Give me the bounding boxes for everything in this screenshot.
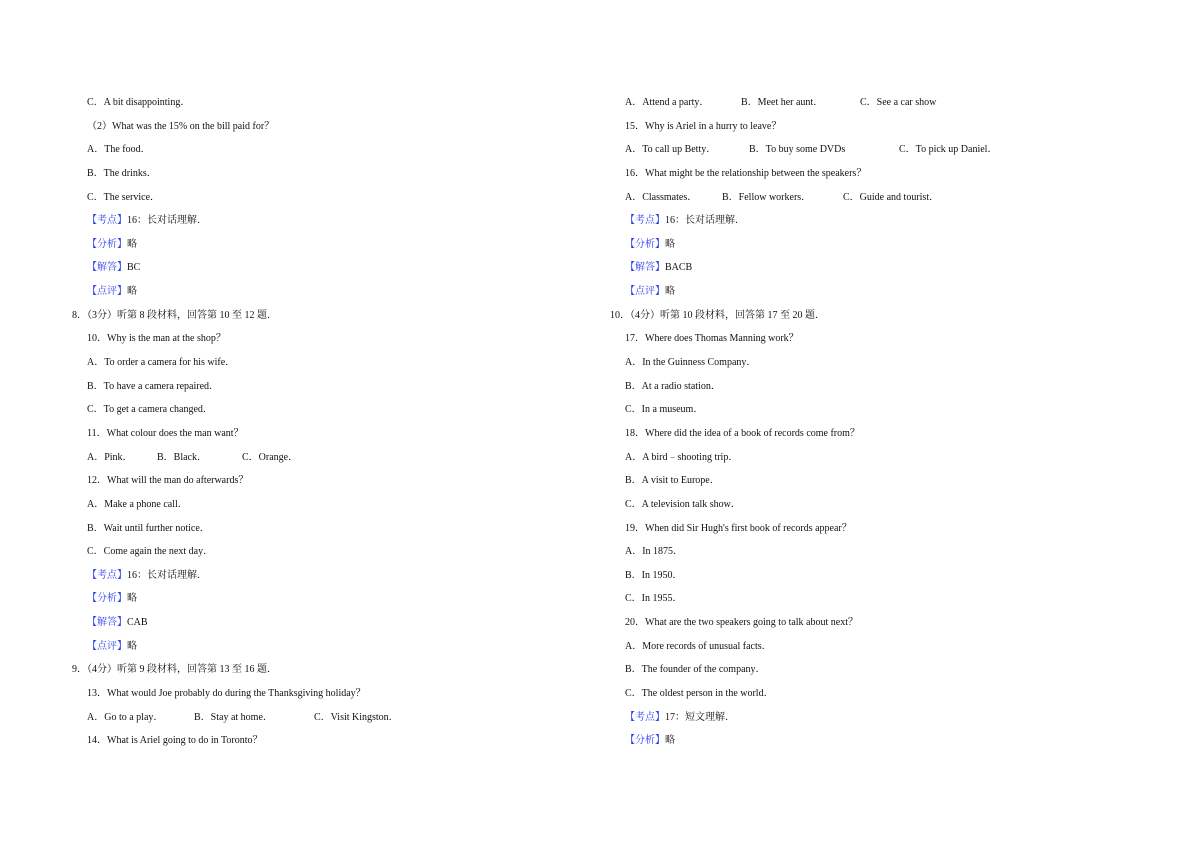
text-line: [72, 91, 552, 115]
annotation-line: [72, 256, 552, 280]
line-text: BC: [127, 262, 141, 274]
line-text: 16：长对话理解．: [665, 215, 745, 227]
annotation-tag: 【分析】: [87, 238, 127, 250]
line-text: 13．What would Joe probably do during the Thanksgiving holiday？: [87, 688, 366, 700]
line-text: A．In the Guinness Company．: [625, 357, 757, 369]
annotation-tag: 【考点】: [625, 215, 665, 227]
line-text: C．The oldest person in the world．: [625, 688, 774, 700]
text-line: [610, 398, 1090, 422]
line-text: C．A television talk show．: [625, 498, 741, 510]
answer-option: B．Stay at home．: [194, 711, 273, 723]
text-line: [610, 682, 1090, 706]
text-line: [72, 729, 552, 753]
line-text: 11．What colour does the man want？: [87, 427, 244, 439]
line-text: 12．What will the man do afterwards？: [87, 475, 249, 487]
answer-option: C．Visit Kingston．: [314, 711, 399, 723]
line-text: 10．Why is the man at the shop？: [87, 333, 226, 345]
line-text: CAB: [127, 617, 148, 629]
line-text: C．In 1955．: [625, 593, 683, 605]
line-text: 略: [127, 640, 137, 652]
text-line: [610, 493, 1090, 517]
line-text: A．To order a camera for his wife．: [87, 357, 236, 369]
line-text: 略: [127, 286, 137, 298]
text-line: [610, 658, 1090, 682]
annotation-line: [610, 280, 1090, 304]
annotation-tag: 【点评】: [625, 286, 665, 298]
section-heading: [610, 304, 1090, 328]
annotation-tag: 【分析】: [625, 735, 665, 747]
answer-option: A．Attend a party．: [625, 97, 710, 108]
answer-option: A．Classmates．: [625, 191, 698, 203]
annotation-tag: 【考点】: [625, 711, 665, 723]
text-line: [610, 587, 1090, 611]
text-line: [610, 422, 1090, 446]
text-line: [72, 138, 552, 162]
text-line: [610, 540, 1090, 564]
annotation-line: [72, 635, 552, 659]
answer-options: [610, 91, 1090, 115]
annotation-line: [72, 233, 552, 257]
text-line: [72, 398, 552, 422]
annotation-tag: 【解答】: [87, 617, 127, 629]
line-text: A．A bird﹣shooting trip．: [625, 451, 739, 463]
line-text: B．A visit to Europe．: [625, 475, 720, 487]
line-text: B．In 1950．: [625, 569, 683, 581]
line-text: 9．（4分）听第 9 段材料，回答第 13 至 16 题．: [72, 664, 277, 676]
line-text: BACB: [665, 262, 693, 274]
line-text: A．In 1875．: [625, 546, 684, 558]
line-text: 17．Where does Thomas Manning work？: [625, 333, 799, 345]
annotation-line: [610, 209, 1090, 233]
annotation-tag: 【分析】: [625, 238, 665, 250]
answer-option: A．Pink．: [87, 451, 133, 463]
line-text: 16：长对话理解．: [127, 215, 207, 227]
text-line: [610, 635, 1090, 659]
line-text: 10．（4分）听第 10 段材料，回答第 17 至 20 题．: [610, 309, 825, 321]
answer-option: C．To pick up Daniel．: [899, 144, 998, 156]
text-line: [610, 327, 1090, 351]
text-line: [72, 186, 552, 210]
answer-options: [72, 706, 552, 730]
right-column: [610, 91, 1090, 753]
line-text: 17：短文理解．: [665, 711, 735, 723]
answer-options: [610, 186, 1090, 210]
line-text: B．At a radio station．: [625, 380, 721, 392]
line-text: 14．What is Ariel going to do in Toronto？: [87, 735, 263, 747]
line-text: 略: [127, 593, 137, 605]
line-text: C．The service．: [87, 191, 161, 203]
annotation-line: [72, 209, 552, 233]
line-text: 19．When did Sir Hugh's first book of records appear？: [625, 522, 852, 534]
line-text: C．A bit disappointing．: [87, 97, 191, 108]
line-text: A．More records of unusual facts．: [625, 640, 772, 652]
annotation-line: [72, 564, 552, 588]
answer-option: B．Black．: [157, 451, 207, 463]
text-line: [72, 351, 552, 375]
line-text: 略: [665, 238, 675, 250]
annotation-line: [610, 729, 1090, 753]
annotation-line: [610, 233, 1090, 257]
line-text: B．Wait until further notice．: [87, 522, 210, 534]
annotation-tag: 【考点】: [87, 215, 127, 227]
answer-option: C．See a car show: [860, 97, 937, 108]
line-text: C．To get a camera changed．: [87, 404, 213, 416]
line-text: 15．Why is Ariel in a hurry to leave？: [625, 120, 782, 132]
answer-options: [72, 446, 552, 470]
answer-options: [610, 138, 1090, 162]
line-text: 8．（3分）听第 8 段材料，回答第 10 至 12 题．: [72, 309, 277, 321]
text-line: [610, 564, 1090, 588]
section-heading: [72, 658, 552, 682]
line-text: A．Make a phone call．: [87, 498, 188, 510]
answer-option: B．Fellow workers．: [722, 191, 812, 203]
annotation-tag: 【点评】: [87, 286, 127, 298]
annotation-tag: 【解答】: [87, 262, 127, 274]
line-text: A．The food．: [87, 144, 151, 156]
annotation-tag: 【解答】: [625, 262, 665, 274]
answer-option: C．Orange．: [242, 451, 299, 463]
line-text: 略: [127, 238, 137, 250]
text-line: [72, 162, 552, 186]
annotation-tag: 【分析】: [87, 593, 127, 605]
line-text: 略: [665, 286, 675, 298]
text-line: [72, 682, 552, 706]
text-line: [610, 351, 1090, 375]
line-text: 略: [665, 735, 675, 747]
text-line: [610, 469, 1090, 493]
text-line: [610, 375, 1090, 399]
annotation-line: [610, 256, 1090, 280]
answer-option: B．To buy some DVDs: [749, 144, 846, 156]
line-text: B．To have a camera repaired．: [87, 380, 220, 392]
left-column: [72, 91, 552, 753]
text-line: [610, 611, 1090, 635]
annotation-tag: 【考点】: [87, 569, 127, 581]
line-text: 16．What might be the relationship between the speakers？: [625, 167, 867, 179]
text-line: [72, 327, 552, 351]
annotation-line: [72, 611, 552, 635]
answer-option: A．To call up Betty．: [625, 144, 717, 156]
text-line: [72, 517, 552, 541]
text-line: [72, 422, 552, 446]
line-text: 20．What are the two speakers going to talk about next？: [625, 617, 858, 629]
line-text: 16：长对话理解．: [127, 569, 207, 581]
line-text: 18．Where did the idea of a book of records come from？: [625, 427, 860, 439]
section-heading: [72, 304, 552, 328]
text-line: [72, 493, 552, 517]
answer-option: A．Go to a play．: [87, 711, 164, 723]
text-line: [72, 540, 552, 564]
answer-option: B．Meet her aunt．: [741, 97, 824, 108]
annotation-line: [610, 706, 1090, 730]
text-line: [610, 517, 1090, 541]
annotation-tag: 【点评】: [87, 640, 127, 652]
text-line: [610, 162, 1090, 186]
annotation-line: [72, 280, 552, 304]
line-text: C．Come again the next day．: [87, 546, 214, 558]
line-text: B．The founder of the company．: [625, 664, 766, 676]
line-text: B．The drinks．: [87, 167, 157, 179]
answer-option: C．Guide and tourist．: [843, 191, 940, 203]
text-line: [610, 115, 1090, 139]
text-line: [72, 115, 552, 139]
text-line: [72, 375, 552, 399]
annotation-line: [72, 587, 552, 611]
line-text: （2）What was the 15% on the bill paid for？: [87, 120, 275, 132]
text-line: [610, 446, 1090, 470]
line-text: C．In a museum．: [625, 404, 704, 416]
text-line: [72, 469, 552, 493]
